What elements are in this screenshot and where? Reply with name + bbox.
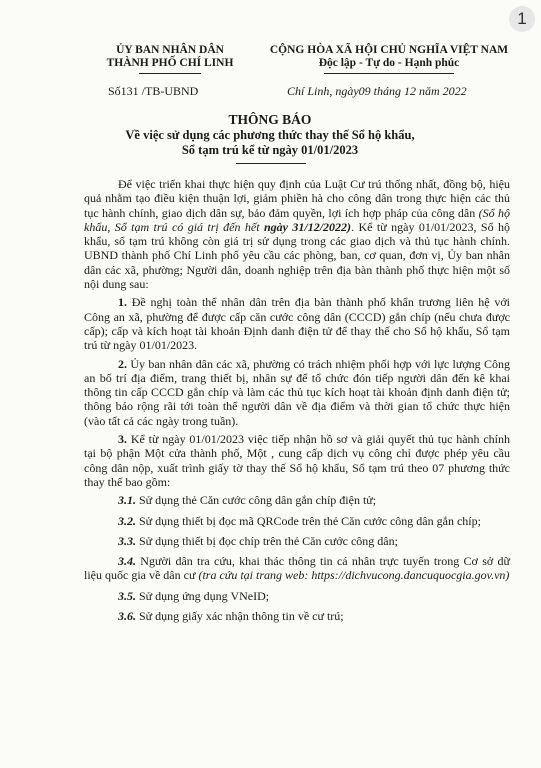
subitem-number: 3.4. — [118, 554, 136, 569]
item-number: 2. — [118, 356, 127, 371]
document-body — [84, 177, 510, 629]
subitem-3-2 — [84, 514, 510, 528]
subitem-3-6 — [84, 609, 510, 623]
subitem-text: Sử dụng thẻ Căn cước công dân gắn chíp điện tử; — [139, 493, 377, 508]
intro-text-cont: . Kể từ ngày 01/01/2023, Sổ hộ khẩu, sổ tạm trú không còn giá trị sử dụng trong các giao dịch và thủ tục hành chính. UBND thành phố Chí Linh phố yêu cầu các phòng, ban, cơ quan, đơn vị, Ủy ban nhân dân các xã, phường; Người dân, doanh nghiệp trên địa bàn thành phố thực hiện một số nội dung sau: — [84, 219, 510, 292]
item-number: 1. — [118, 295, 127, 310]
intro-note: (Sổ hộ khẩu, Sổ tạm trú có giá trị đến hết — [84, 205, 511, 234]
national-motto — [255, 44, 523, 74]
subitem-text: Sử dụng ứng dụng VNeID; — [139, 588, 270, 603]
page-number-badge[interactable]: 1 — [509, 6, 535, 32]
subitem-text: Sử dụng giấy xác nhận thông tin về cư trú; — [139, 609, 344, 624]
item-text: Đề nghị toàn thể nhân dân trên địa bàn thành phố khẩn trương liên hệ với Công an xã, phường để được cấp căn cước công dân (CCCD) gắn chíp (nếu chưa được cấp); cấp và kích hoạt tài khoản Định danh điện tử để thay thế cho Sổ hộ khẩu, Sổ tạm trú từ ngày 01/01/2023. — [84, 295, 511, 353]
item-text: Ủy ban nhân dân các xã, phường có trách nhiệm phối hợp với lực lượng Công an bố trí địa điểm, trang thiết bị, nhân sự để tổ chức đón tiếp người dân đến kê khai thông tin cấp CCCD gắn chíp và làm các thủ tục kích hoạt tài khoản định danh điện tử; thông báo rộng rãi tới toàn thể người dân về địa điểm và thời gian tổ chức thực hiện (vào tất cả các ngày trong tuần). — [84, 356, 511, 428]
issuing-agency — [90, 44, 250, 74]
subitem-3-4 — [84, 554, 510, 583]
document-date: Chí Linh, ngày09 tháng 12 năm 2022 — [287, 84, 467, 98]
document-subject-line-1: Về việc sử dụng các phương thức thay thế Sổ hộ khẩu, — [125, 128, 415, 142]
intro-deadline: ngày 31/12/2022) — [263, 219, 352, 234]
subitem-text: Sử dụng thiết bị đọc mã QRCode trên thẻ Căn cước công dân gắn chíp; — [139, 513, 481, 528]
nation-line-2: Độc lập - Tự do - Hạnh phúc — [318, 57, 460, 69]
agency-line-2: THÀNH PHỐ CHÍ LINH — [106, 57, 234, 69]
subitem-number: 3.6. — [118, 609, 136, 624]
agency-underline — [139, 73, 201, 74]
subitem-number: 3.1. — [118, 493, 136, 508]
subitem-number: 3.3. — [118, 533, 136, 548]
nation-line-1: CỘNG HÒA XÃ HỘI CHỦ NGHĨA VIỆT NAM — [269, 44, 509, 56]
subitem-number: 3.5. — [118, 588, 136, 603]
subitem-3-5 — [84, 589, 510, 603]
title-underline — [236, 163, 306, 164]
motto-underline — [324, 73, 454, 74]
item-3 — [84, 432, 510, 489]
subitem-text: Người dân tra cứu, khai thác thông tin cá nhân trực tuyến trong Cơ sở dữ liệu quốc gia về dân cư — [84, 554, 510, 583]
item-2 — [84, 357, 510, 428]
subitem-number: 3.2. — [118, 513, 136, 528]
intro-paragraph — [84, 177, 510, 291]
subitem-3-3 — [84, 534, 510, 548]
item-text: Kể từ ngày 01/01/2023 việc tiếp nhận hồ sơ và giải quyết thủ tục hành chính tại bộ phận Một cửa thành phố, Một , cung cấp dịch vụ công chỉ được phép yêu cầu công dân nộp, xuất trình giấy tờ thay thế Sổ hộ khẩu, Sổ tạm trú theo 07 phương thức thay thế bao gồm: — [84, 432, 511, 489]
agency-line-1: ỦY BAN NHÂN DÂN — [116, 44, 224, 56]
subitem-web-note: (tra cứu tại trang web: https://dichvucong.dancuquocgia.gov.vn) — [198, 568, 510, 583]
document-number: Số131 /TB-UBND — [108, 84, 199, 98]
subitem-text: Sử dụng thiết bị đọc chíp trên thẻ Căn cước công dân; — [139, 533, 398, 548]
document-title: THÔNG BÁO — [228, 112, 312, 127]
intro-text: Để việc triển khai thực hiện quy định của Luật Cư trú thống nhất, đồng bộ, hiệu quả nhằm tạo điều kiện thuận lợi, giảm phiền hà cho công dân trong thực hiện các thủ tục hành chính, giao dịch dân sự, bảo đảm quyền, lợi ích hợp pháp của công dân — [84, 177, 510, 220]
subitem-3-1 — [84, 493, 510, 507]
item-1 — [84, 295, 510, 352]
document-subject-line-2: Sổ tạm trú kể từ ngày 01/01/2023 — [181, 143, 359, 157]
item-number: 3. — [118, 432, 127, 447]
